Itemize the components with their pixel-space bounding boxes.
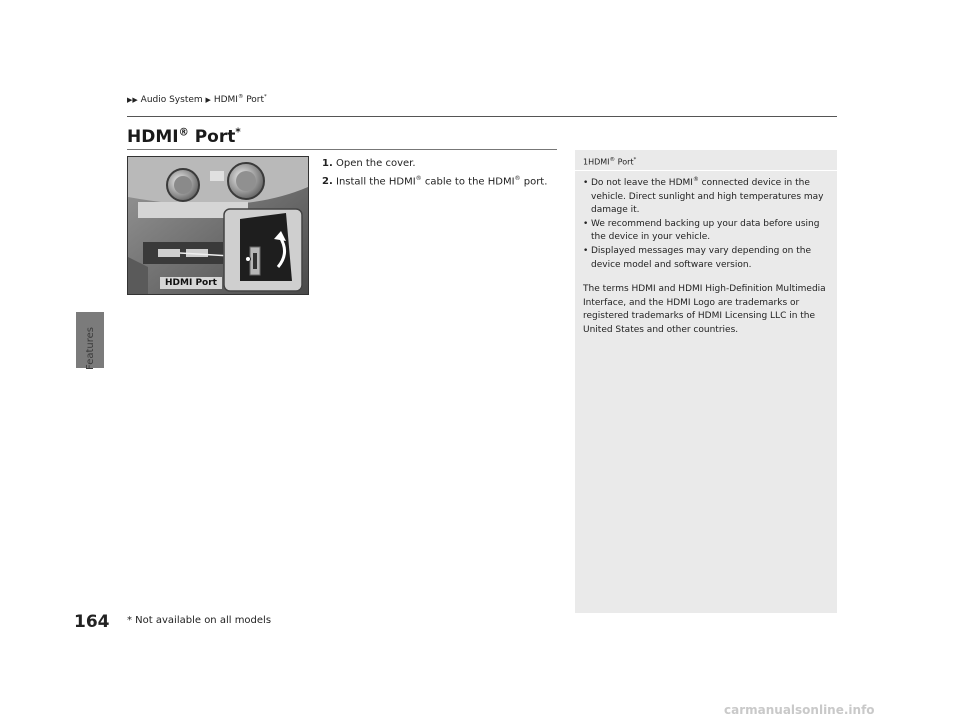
- footnote: * Not available on all models: [127, 615, 272, 626]
- breadcrumb-item-audio-system[interactable]: Audio System: [140, 95, 203, 105]
- page-title: HDMI® Port*: [127, 127, 241, 147]
- step-1: 1. Open the cover.: [322, 158, 416, 169]
- header-rule: [127, 116, 837, 117]
- section-tab-label: Features: [85, 327, 96, 370]
- note-body: [583, 174, 831, 338]
- step-2: 2. Install the HDMI® cable to the HDMI® port.: [322, 175, 548, 188]
- note-sidebar: [575, 150, 837, 613]
- title-rule: [127, 149, 557, 150]
- page-number: 164: [74, 612, 110, 632]
- note-heading: 1HDMI® Port*: [583, 157, 637, 167]
- breadcrumb-arrow-icon: ▶▶: [127, 96, 138, 104]
- hdmi-port-illustration: [127, 156, 309, 295]
- note-bullet-1: • Do not leave the HDMI® connected device in the vehicle. Direct sunlight and high temperatures may damage it.: [583, 174, 831, 218]
- breadcrumb-arrow-icon: ▶: [205, 96, 211, 104]
- note-bullet-2: • We recommend backing up your data before using the device in your vehicle.: [583, 218, 831, 245]
- note-bullet-3: • Displayed messages may vary depending on the device model and software version.: [583, 245, 831, 272]
- note-divider: [575, 170, 837, 171]
- trademark-paragraph: The terms HDMI and HDMI High-Definition Multimedia Interface, and the HDMI Logo are trademarks or registered trademarks of HDMI Licensing LLC in the United States and other countries.: [583, 284, 826, 335]
- hdmi-port-callout: HDMI Port: [160, 277, 222, 289]
- breadcrumb-item-hdmi-port[interactable]: HDMI® Port*: [213, 94, 267, 105]
- instruction-steps: [322, 156, 547, 189]
- watermark: carmanualsonline.info: [724, 703, 875, 717]
- note-marker-icon: 1: [583, 157, 589, 167]
- breadcrumb: [127, 94, 267, 105]
